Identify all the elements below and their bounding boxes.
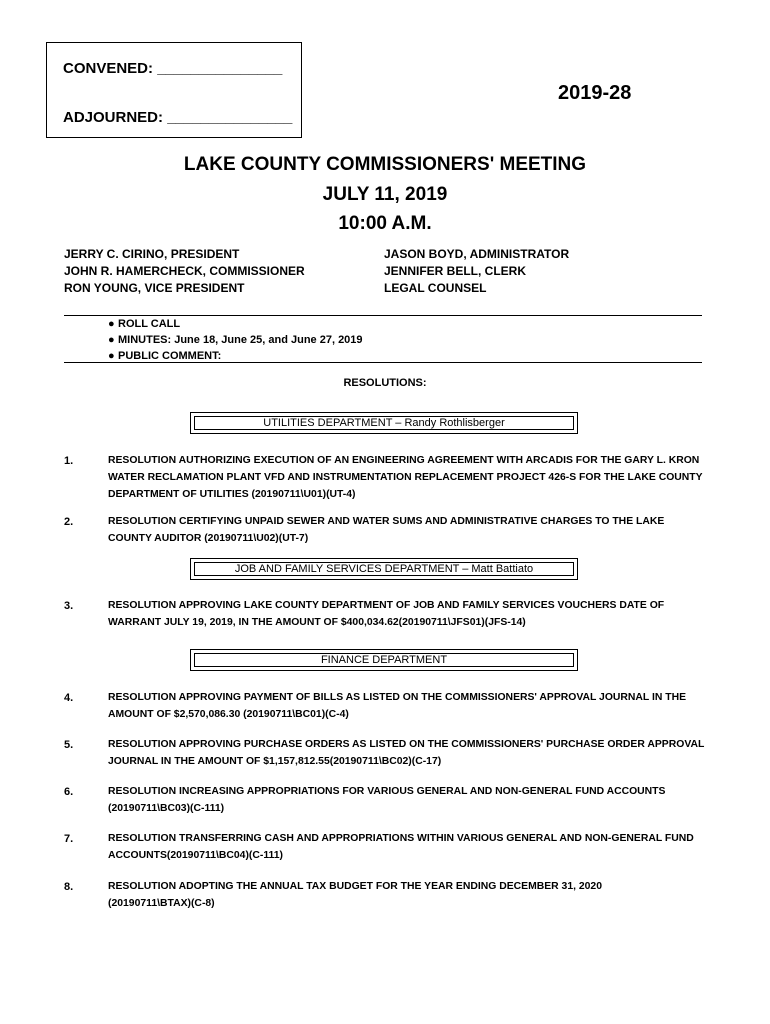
resolution-item: RESOLUTION AUTHORIZING EXECUTION OF AN ENGINEERING AGREEMENT WITH ARCADIS FOR THE GARY L. KRON WATER RECLAMATION PLANT VFD AND INSTRUMENTATION REPLACEMENT PROJECT 426-S FOR THE LAKE COUNTY DEPARTMENT OF UTILITIES (20190711\U01)(UT-4) [108,455,703,500]
meeting-date: JULY 11, 2019 [322,184,448,205]
official-name: RON YOUNG, VICE PRESIDENT [64,281,245,295]
item-number: 1. [64,455,74,467]
item-number: 6. [64,786,74,798]
resolution-item: RESOLUTION CERTIFYING UNPAID SEWER AND WATER SUMS AND ADMINISTRATIVE CHARGES TO THE LAKE COUNTY AUDITOR (20190711\U02)(UT-7) [108,516,665,544]
officials-right [384,246,569,297]
official-name: LEGAL COUNSEL [384,281,487,295]
department-box-finance [190,649,578,671]
bullet-icon: ● [108,350,115,362]
official-name: JERRY C. CIRINO, PRESIDENT [64,247,240,261]
department-label: UTILITIES DEPARTMENT – Randy Rothlisberger [194,416,574,430]
bullet-icon: ● [108,334,115,346]
convened-label: CONVENED: [63,60,154,77]
item-number: 3. [64,600,74,612]
document-number: 2019-28 [558,82,632,104]
item-number: 7. [64,833,74,845]
officials-left [64,246,305,297]
department-box-jfs [190,558,578,580]
convened-adjourned-box [46,42,302,138]
department-label: JOB AND FAMILY SERVICES DEPARTMENT – Matt Battiato [194,562,574,576]
department-box-utilities [190,412,578,434]
meeting-title: LAKE COUNTY COMMISSIONERS' MEETING [183,154,587,175]
item-number: 2. [64,516,74,528]
resolution-item: RESOLUTION APPROVING LAKE COUNTY DEPARTMENT OF JOB AND FAMILY SERVICES VOUCHERS DATE OF WARRANT JULY 19, 2019, IN THE AMOUNT OF $400,034.62(20190711\JFS01)(JFS-14) [108,600,665,628]
resolution-item: RESOLUTION APPROVING PURCHASE ORDERS AS LISTED ON THE COMMISSIONERS' PURCHASE ORDER APPROVAL JOURNAL IN THE AMOUNT OF $1,157,812.55(20190711\BC02)(C-17) [108,739,705,767]
agenda-item: ● ROLL CALL [108,318,181,330]
adjourned-blank: _______________ [167,109,293,126]
convened-line [63,60,282,77]
official-name: JASON BOYD, ADMINISTRATOR [384,247,570,261]
meeting-time: 10:00 A.M. [338,213,432,234]
resolution-item: RESOLUTION TRANSFERRING CASH AND APPROPRIATIONS WITHIN VARIOUS GENERAL AND NON-GENERAL FUND ACCOUNTS(20190711\BC04)(C-111) [108,833,694,861]
agenda-list [108,316,363,364]
agenda-item: ● PUBLIC COMMENT: [108,350,222,362]
resolution-item: RESOLUTION INCREASING APPROPRIATIONS FOR VARIOUS GENERAL AND NON-GENERAL FUND ACCOUNTS (20190711\BC03)(C-111) [108,786,666,814]
agenda-item: ● MINUTES: June 18, June 25, and June 27, 2019 [108,334,363,346]
item-number: 4. [64,692,74,704]
item-number: 5. [64,739,74,751]
bullet-icon: ● [108,318,115,330]
item-number: 8. [64,881,74,893]
resolution-item: RESOLUTION APPROVING PAYMENT OF BILLS AS LISTED ON THE COMMISSIONERS' APPROVAL JOURNAL IN THE AMOUNT OF $2,570,086.30 (20190711\BC01)(C-4) [108,692,687,720]
adjourned-line [63,109,292,126]
official-name: JOHN R. HAMERCHECK, COMMISSIONER [64,264,305,278]
resolution-item: RESOLUTION ADOPTING THE ANNUAL TAX BUDGET FOR THE YEAR ENDING DECEMBER 31, 2020 (20190711\BTAX)(C-8) [108,881,602,909]
resolutions-heading: RESOLUTIONS: [343,377,427,389]
convened-blank: _______________ [157,60,283,77]
official-name: JENNIFER BELL, CLERK [384,264,527,278]
divider [64,362,702,363]
adjourned-label: ADJOURNED: [63,109,164,126]
department-label: FINANCE DEPARTMENT [194,653,574,667]
